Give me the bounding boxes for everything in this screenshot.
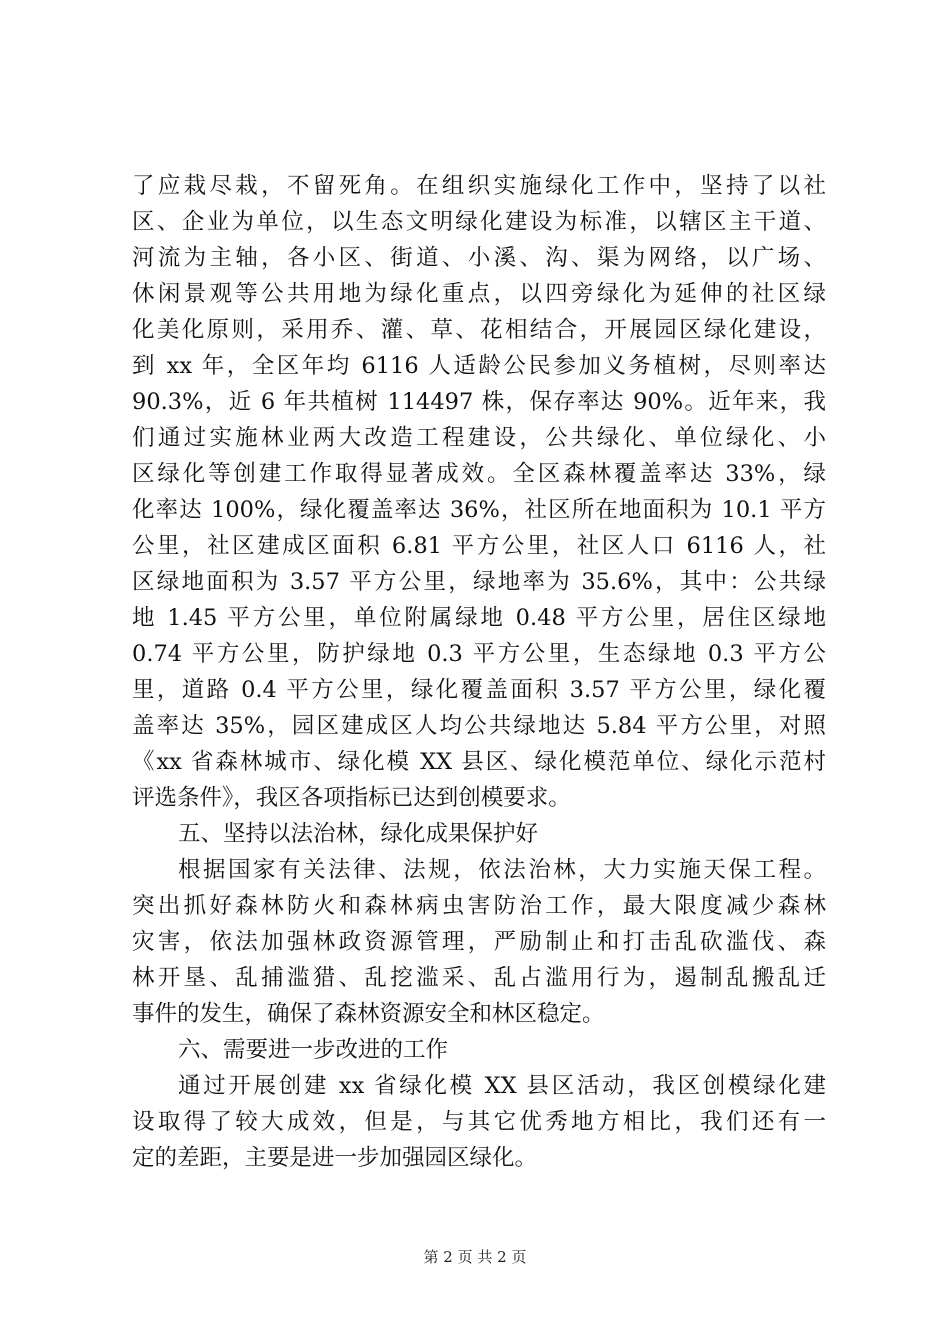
text-line: 区绿地面积为 3.57 平方公里，绿地率为 35.6%，其中：公共绿 xyxy=(132,569,826,595)
text-line: 灾害，依法加强林政资源管理，严励制止和打击乱砍滥伐、森 xyxy=(132,929,826,955)
text-line: 0.74 平方公里，防护绿地 0.3 平方公里，生态绿地 0.3 平方公 xyxy=(132,641,826,667)
text-line: 到 xx 年，全区年均 6116 人适龄公民参加义务植树，尽则率达 xyxy=(132,353,826,379)
text-line: 区、企业为单位，以生态文明绿化建设为标准，以辖区主干道、 xyxy=(132,209,826,235)
text-line: 区绿化等创建工作取得显著成效。全区森林覆盖率达 33%，绿 xyxy=(132,461,826,487)
text-line: 盖率达 35%，园区建成区人均公共绿地达 5.84 平方公里，对照 xyxy=(132,713,826,739)
section-heading-six: 六、需要进一步改进的工作 xyxy=(178,1037,449,1063)
paragraph-improvements xyxy=(132,1068,826,1176)
text-line: 化率达 100%，绿化覆盖率达 36%，社区所在地面积为 10.1 平方 xyxy=(132,497,826,523)
text-line: 河流为主轴，各小区、街道、小溪、沟、渠为网络，以广场、 xyxy=(132,245,826,271)
section-heading-five: 五、坚持以法治林，绿化成果保护好 xyxy=(178,821,539,847)
paragraph-greening-achievements xyxy=(132,168,826,816)
document-body xyxy=(132,168,826,1176)
paragraph-law-forest-protection xyxy=(132,852,826,1032)
text-line: 根据国家有关法律、法规，依法治林，大力实施天保工程。 xyxy=(178,857,826,883)
text-line: 们通过实施林业两大改造工程建设，公共绿化、单位绿化、小 xyxy=(132,425,826,451)
text-line: 化美化原则，采用乔、灌、草、花相结合，开展园区绿化建设， xyxy=(132,317,826,343)
text-line: 突出抓好森林防火和森林病虫害防治工作，最大限度减少森林 xyxy=(132,893,826,919)
text-line: 里，道路 0.4 平方公里，绿化覆盖面积 3.57 平方公里，绿化覆 xyxy=(132,677,826,703)
text-line: 通过开展创建 xx 省绿化模 XX 县区活动，我区创模绿化建 xyxy=(178,1073,826,1099)
page-number-footer: 第 2 页 共 2 页 xyxy=(423,1248,527,1266)
text-line: 休闲景观等公共用地为绿化重点，以四旁绿化为延伸的社区绿 xyxy=(132,281,826,307)
text-line: 事件的发生，确保了森林资源安全和林区稳定。 xyxy=(132,1001,605,1027)
text-line: 90.3%，近 6 年共植树 114497 株，保存率达 90%。近年来，我 xyxy=(132,389,826,415)
text-line: 公里，社区建成区面积 6.81 平方公里，社区人口 6116 人，社 xyxy=(132,533,826,559)
text-line: 评选条件》，我区各项指标已达到创模要求。 xyxy=(132,785,571,811)
text-line: 《xx 省森林城市、绿化模 XX 县区、绿化模范单位、绿化示范村 xyxy=(132,749,826,775)
text-line: 了应栽尽栽，不留死角。在组织实施绿化工作中，坚持了以社 xyxy=(132,173,826,199)
text-line: 设取得了较大成效，但是，与其它优秀地方相比，我们还有一 xyxy=(132,1109,826,1135)
text-line: 地 1.45 平方公里，单位附属绿地 0.48 平方公里，居住区绿地 xyxy=(132,605,826,631)
text-line: 定的差距，主要是进一步加强园区绿化。 xyxy=(132,1145,538,1171)
text-line: 林开垦、乱捕滥猎、乱挖滥采、乱占滥用行为，遏制乱搬乱迁 xyxy=(132,965,826,991)
